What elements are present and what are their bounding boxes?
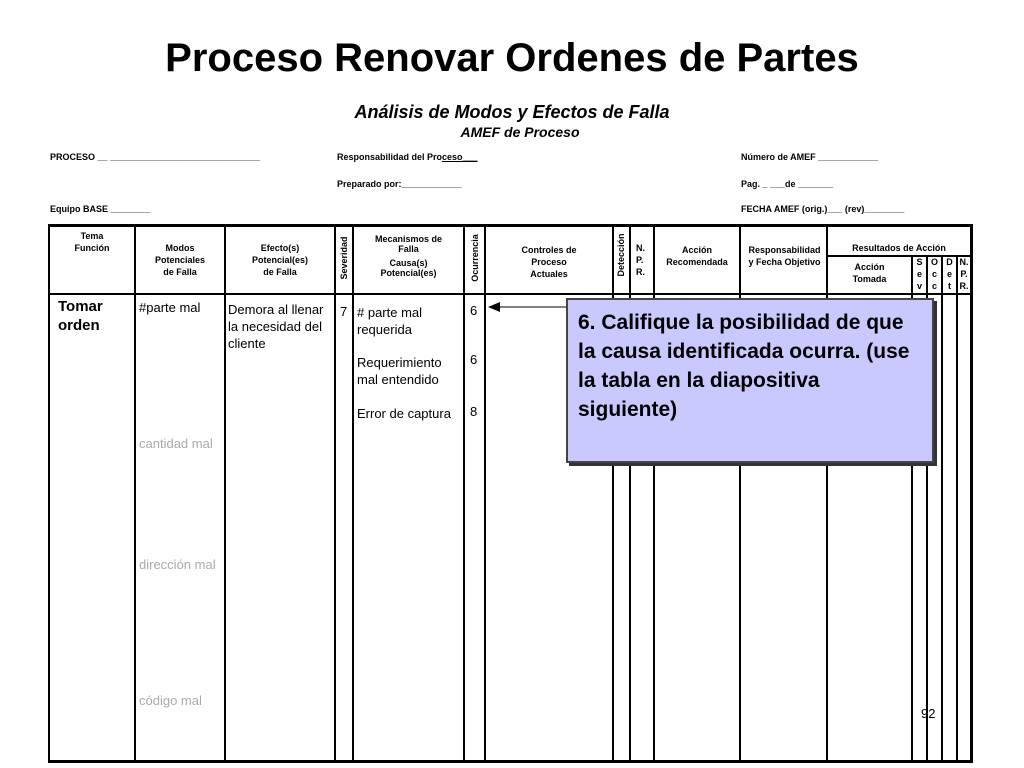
col-header-efecto-l2: Potencial(es) — [251, 255, 309, 265]
ocurrencia-value: 6 — [470, 352, 478, 367]
page-number: 92 — [921, 706, 936, 721]
col-header-det-l3: t — [948, 281, 951, 291]
col-header-ctrl-l1: Controles de — [521, 245, 577, 255]
col-header-occ-l3: c — [931, 281, 937, 291]
col-header-npr-l2: P. — [636, 255, 644, 265]
col-header-severidad-label: Severidad — [339, 236, 349, 280]
col-divider — [463, 224, 465, 763]
col-header-mec-l1: Mecanismos de — [374, 234, 443, 244]
col-header-npr — [631, 242, 653, 278]
col-header-ocurrencia-label: Ocurrencia — [470, 234, 480, 282]
severidad-value: 7 — [340, 304, 348, 319]
col-header-resp-l1: Responsabilidad — [748, 245, 821, 255]
col-header-tomada-l2: Tomada — [852, 274, 887, 284]
col-divider — [941, 255, 943, 763]
col-header-det-l2: e — [946, 269, 952, 279]
responsabilidad-label: Responsabilidad del Pro — [337, 152, 443, 162]
col-header-modos-l3: de Falla — [163, 267, 197, 277]
causa-item: Requerimiento mal entendido — [357, 355, 442, 387]
col-header-modos-l1: Modos — [165, 243, 195, 253]
causa-item: # parte mal requerida — [357, 305, 423, 337]
col-header-ctrl-l2: Proceso — [531, 257, 567, 267]
col-header-sev-l1: S — [916, 257, 923, 267]
col-header-modos — [136, 242, 224, 278]
table-bottom-border — [48, 760, 972, 763]
modo-falla-item: dirección mal — [139, 557, 216, 572]
preparado-field: Preparado por:____________ — [337, 179, 462, 189]
col-header-deteccion-label: Detección — [616, 233, 626, 277]
col-header-funcion — [50, 230, 134, 254]
modo-falla-item: código mal — [139, 693, 202, 708]
col-divider — [224, 224, 226, 763]
causa-item: Error de captura — [357, 406, 451, 421]
modo-falla-item: cantidad mal — [139, 436, 213, 451]
col-header-accion-l1: Acción — [681, 245, 712, 255]
col-header-sev-l2: e — [916, 269, 922, 279]
col-header-det — [943, 256, 956, 292]
col-header-accion-tomada — [828, 261, 911, 285]
col-divider — [334, 224, 336, 763]
responsabilidad-underlined: ceso___ — [442, 152, 478, 162]
col-header-efecto-l1: Efecto(s) — [260, 243, 300, 253]
col-header-resp-l2: y Fecha Objetivo — [748, 257, 821, 267]
col-header-tomada-l1: Acción — [854, 262, 885, 272]
col-divider — [484, 224, 486, 763]
table-left-border — [48, 224, 50, 763]
responsabilidad-field — [337, 152, 478, 162]
col-header-sev-l3: v — [916, 281, 922, 291]
fecha-field: FECHA AMEF (orig.)___ (rev)________ — [741, 204, 905, 214]
pagina-field: Pag. _ ___de _______ — [741, 179, 834, 189]
table-top-border — [48, 224, 972, 227]
col-divider — [134, 224, 136, 763]
callout-note: 6. Califique la posibilidad de que la causa identificada ocurra. (use la tabla en la diapositiva siguiente) — [566, 298, 934, 463]
page-title: Proceso Renovar Ordenes de Partes — [165, 36, 859, 80]
col-header-resultados: Resultados de Acción — [852, 243, 946, 253]
col-header-npr-l3: R. — [636, 267, 645, 277]
col-header-funcion-label: Función — [74, 243, 110, 253]
col-header-ctrl-l3: Actuales — [530, 269, 568, 279]
col-header-nprr-l1: N. — [959, 257, 969, 267]
table-header-border — [48, 293, 972, 295]
pointer-arrow-icon — [488, 300, 568, 314]
col-header-mec-l2: Falla — [398, 244, 419, 254]
col-header-modos-l2: Potenciales — [154, 255, 206, 265]
funcion-cell: Tomar orden — [58, 298, 103, 334]
col-header-responsabilidad — [741, 244, 828, 268]
col-header-accion — [655, 244, 739, 268]
form-subtitle: Análisis de Modos y Efectos de Falla — [354, 102, 670, 122]
col-header-occ-l2: c — [931, 269, 937, 279]
col-header-tema: Tema — [80, 231, 104, 241]
proceso-field: PROCESO __ ______________________________ — [50, 152, 261, 162]
numero-amef-field: Número de AMEF ____________ — [741, 152, 879, 162]
ocurrencia-value: 8 — [470, 404, 478, 419]
ocurrencia-value: 6 — [470, 303, 478, 318]
col-header-mec-l3: Causa(s) — [389, 258, 428, 268]
col-divider — [956, 255, 958, 763]
col-header-nprr-l2: P. — [960, 269, 968, 279]
col-header-det-l1: D — [946, 257, 953, 267]
efecto-cell: Demora al llenar la necesidad del cliente — [228, 302, 324, 351]
col-header-occ — [928, 256, 941, 292]
col-header-sev — [913, 256, 926, 292]
modo-falla-item: #parte mal — [139, 300, 201, 315]
col-header-npr-l1: N. — [636, 243, 645, 253]
table-right-border — [970, 224, 973, 763]
col-header-nprr-l3: R. — [959, 281, 969, 291]
col-header-occ-l1: O — [930, 257, 938, 267]
col-header-accion-l2: Recomendada — [666, 257, 728, 267]
col-header-npr-result — [958, 256, 970, 292]
col-header-mec-l4: Potencial(es) — [380, 268, 437, 278]
equipo-field: Equipo BASE ________ — [50, 204, 151, 214]
form-subtitle-2: AMEF de Proceso — [460, 124, 580, 140]
col-header-efecto-l3: de Falla — [263, 267, 297, 277]
col-divider — [352, 224, 354, 763]
